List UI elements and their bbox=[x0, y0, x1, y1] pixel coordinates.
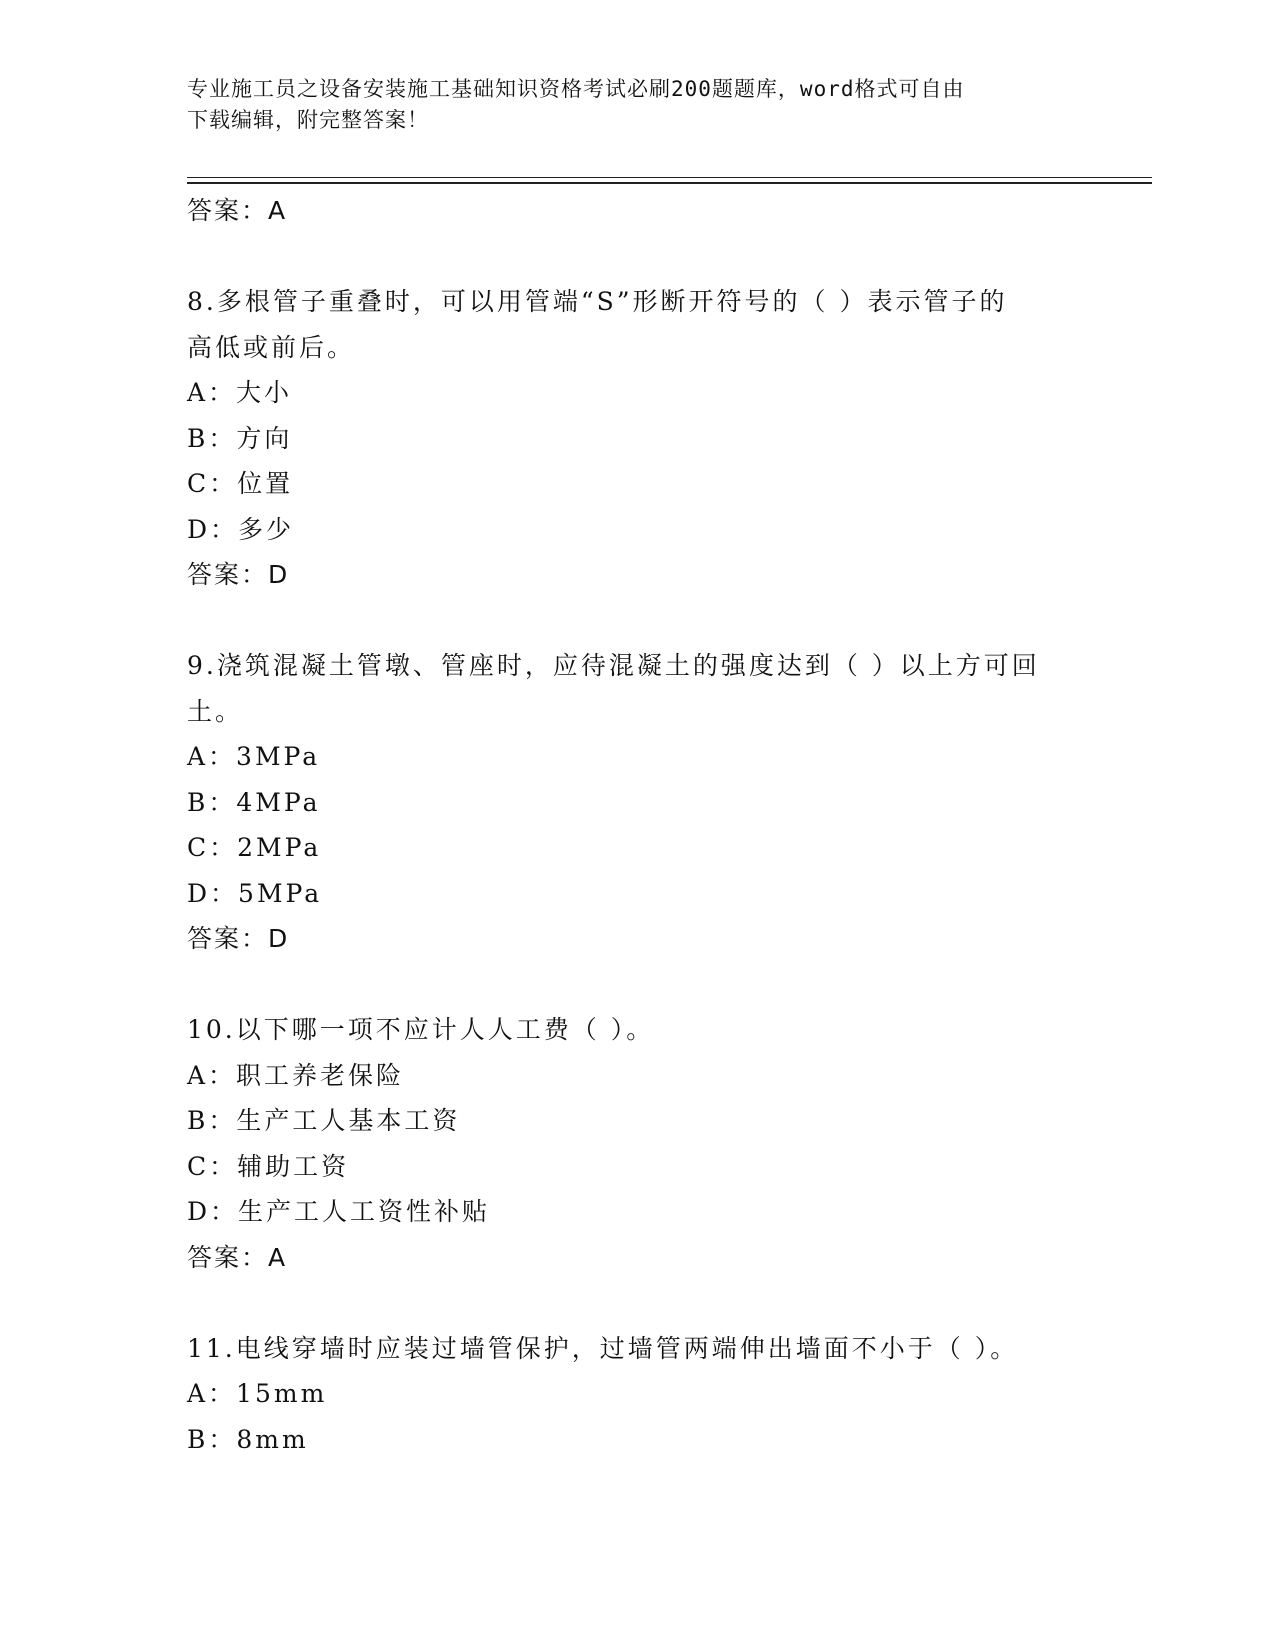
option-d: D：5MPa bbox=[187, 878, 323, 908]
answer-line: 答案：D bbox=[187, 560, 290, 589]
question-9 bbox=[187, 643, 1087, 962]
spacer bbox=[187, 234, 1087, 280]
question-stem: 10.以下哪一项不应计人人工费（ ）。 bbox=[187, 1015, 655, 1044]
option-c: C：辅助工资 bbox=[187, 1151, 350, 1181]
spacer bbox=[187, 1280, 1087, 1326]
option-b: B：8mm bbox=[187, 1424, 309, 1454]
spacer bbox=[187, 598, 1087, 644]
question-stem-continued: 土。 bbox=[187, 696, 244, 726]
header-rule-thin bbox=[187, 177, 1152, 178]
question-stem: 11.电线穿墙时应装过墙管保护，过墙管两端伸出墙面不小于（ ）。 bbox=[187, 1333, 1019, 1363]
question-11 bbox=[187, 1326, 1087, 1463]
header-line-2: 下载编辑，附完整答案！ bbox=[187, 108, 429, 132]
option-a: A：15mm bbox=[187, 1379, 328, 1408]
question-stem-continued: 高低或前后。 bbox=[187, 332, 356, 362]
question-stem: 8.多根管子重叠时，可以用管端“S”形断开符号的（ ）表示管子的 bbox=[187, 287, 1008, 316]
question-8 bbox=[187, 279, 1087, 598]
question-list bbox=[187, 188, 1087, 1462]
option-a: A：大小 bbox=[187, 378, 293, 407]
option-a: A：职工养老保险 bbox=[187, 1060, 405, 1090]
option-b: B：方向 bbox=[187, 423, 293, 453]
option-b: B：4MPa bbox=[187, 787, 321, 817]
answer-line: 答案：A bbox=[187, 196, 288, 225]
option-d: D：多少 bbox=[187, 514, 295, 544]
header-line-1: 专业施工员之设备安装施工基础知识资格考试必刷200题题库，word格式可自由 bbox=[187, 77, 965, 101]
option-b: B：生产工人基本工资 bbox=[187, 1106, 461, 1135]
option-c: C：位置 bbox=[187, 469, 294, 498]
option-a: A：3MPa bbox=[187, 742, 321, 771]
option-c: C：2MPa bbox=[187, 833, 322, 862]
spacer bbox=[187, 962, 1087, 1008]
answer-line: 答案：D bbox=[187, 924, 290, 953]
document-header bbox=[187, 74, 1067, 136]
question-10 bbox=[187, 1007, 1087, 1280]
option-d: D：生产工人工资性补贴 bbox=[187, 1197, 491, 1226]
answer-line: 答案：A bbox=[187, 1242, 288, 1272]
question-stem: 9.浇筑混凝土管墩、管座时，应待混凝土的强度达到（ ）以上方可回 bbox=[187, 651, 1040, 680]
header-rule-thick bbox=[187, 182, 1152, 184]
